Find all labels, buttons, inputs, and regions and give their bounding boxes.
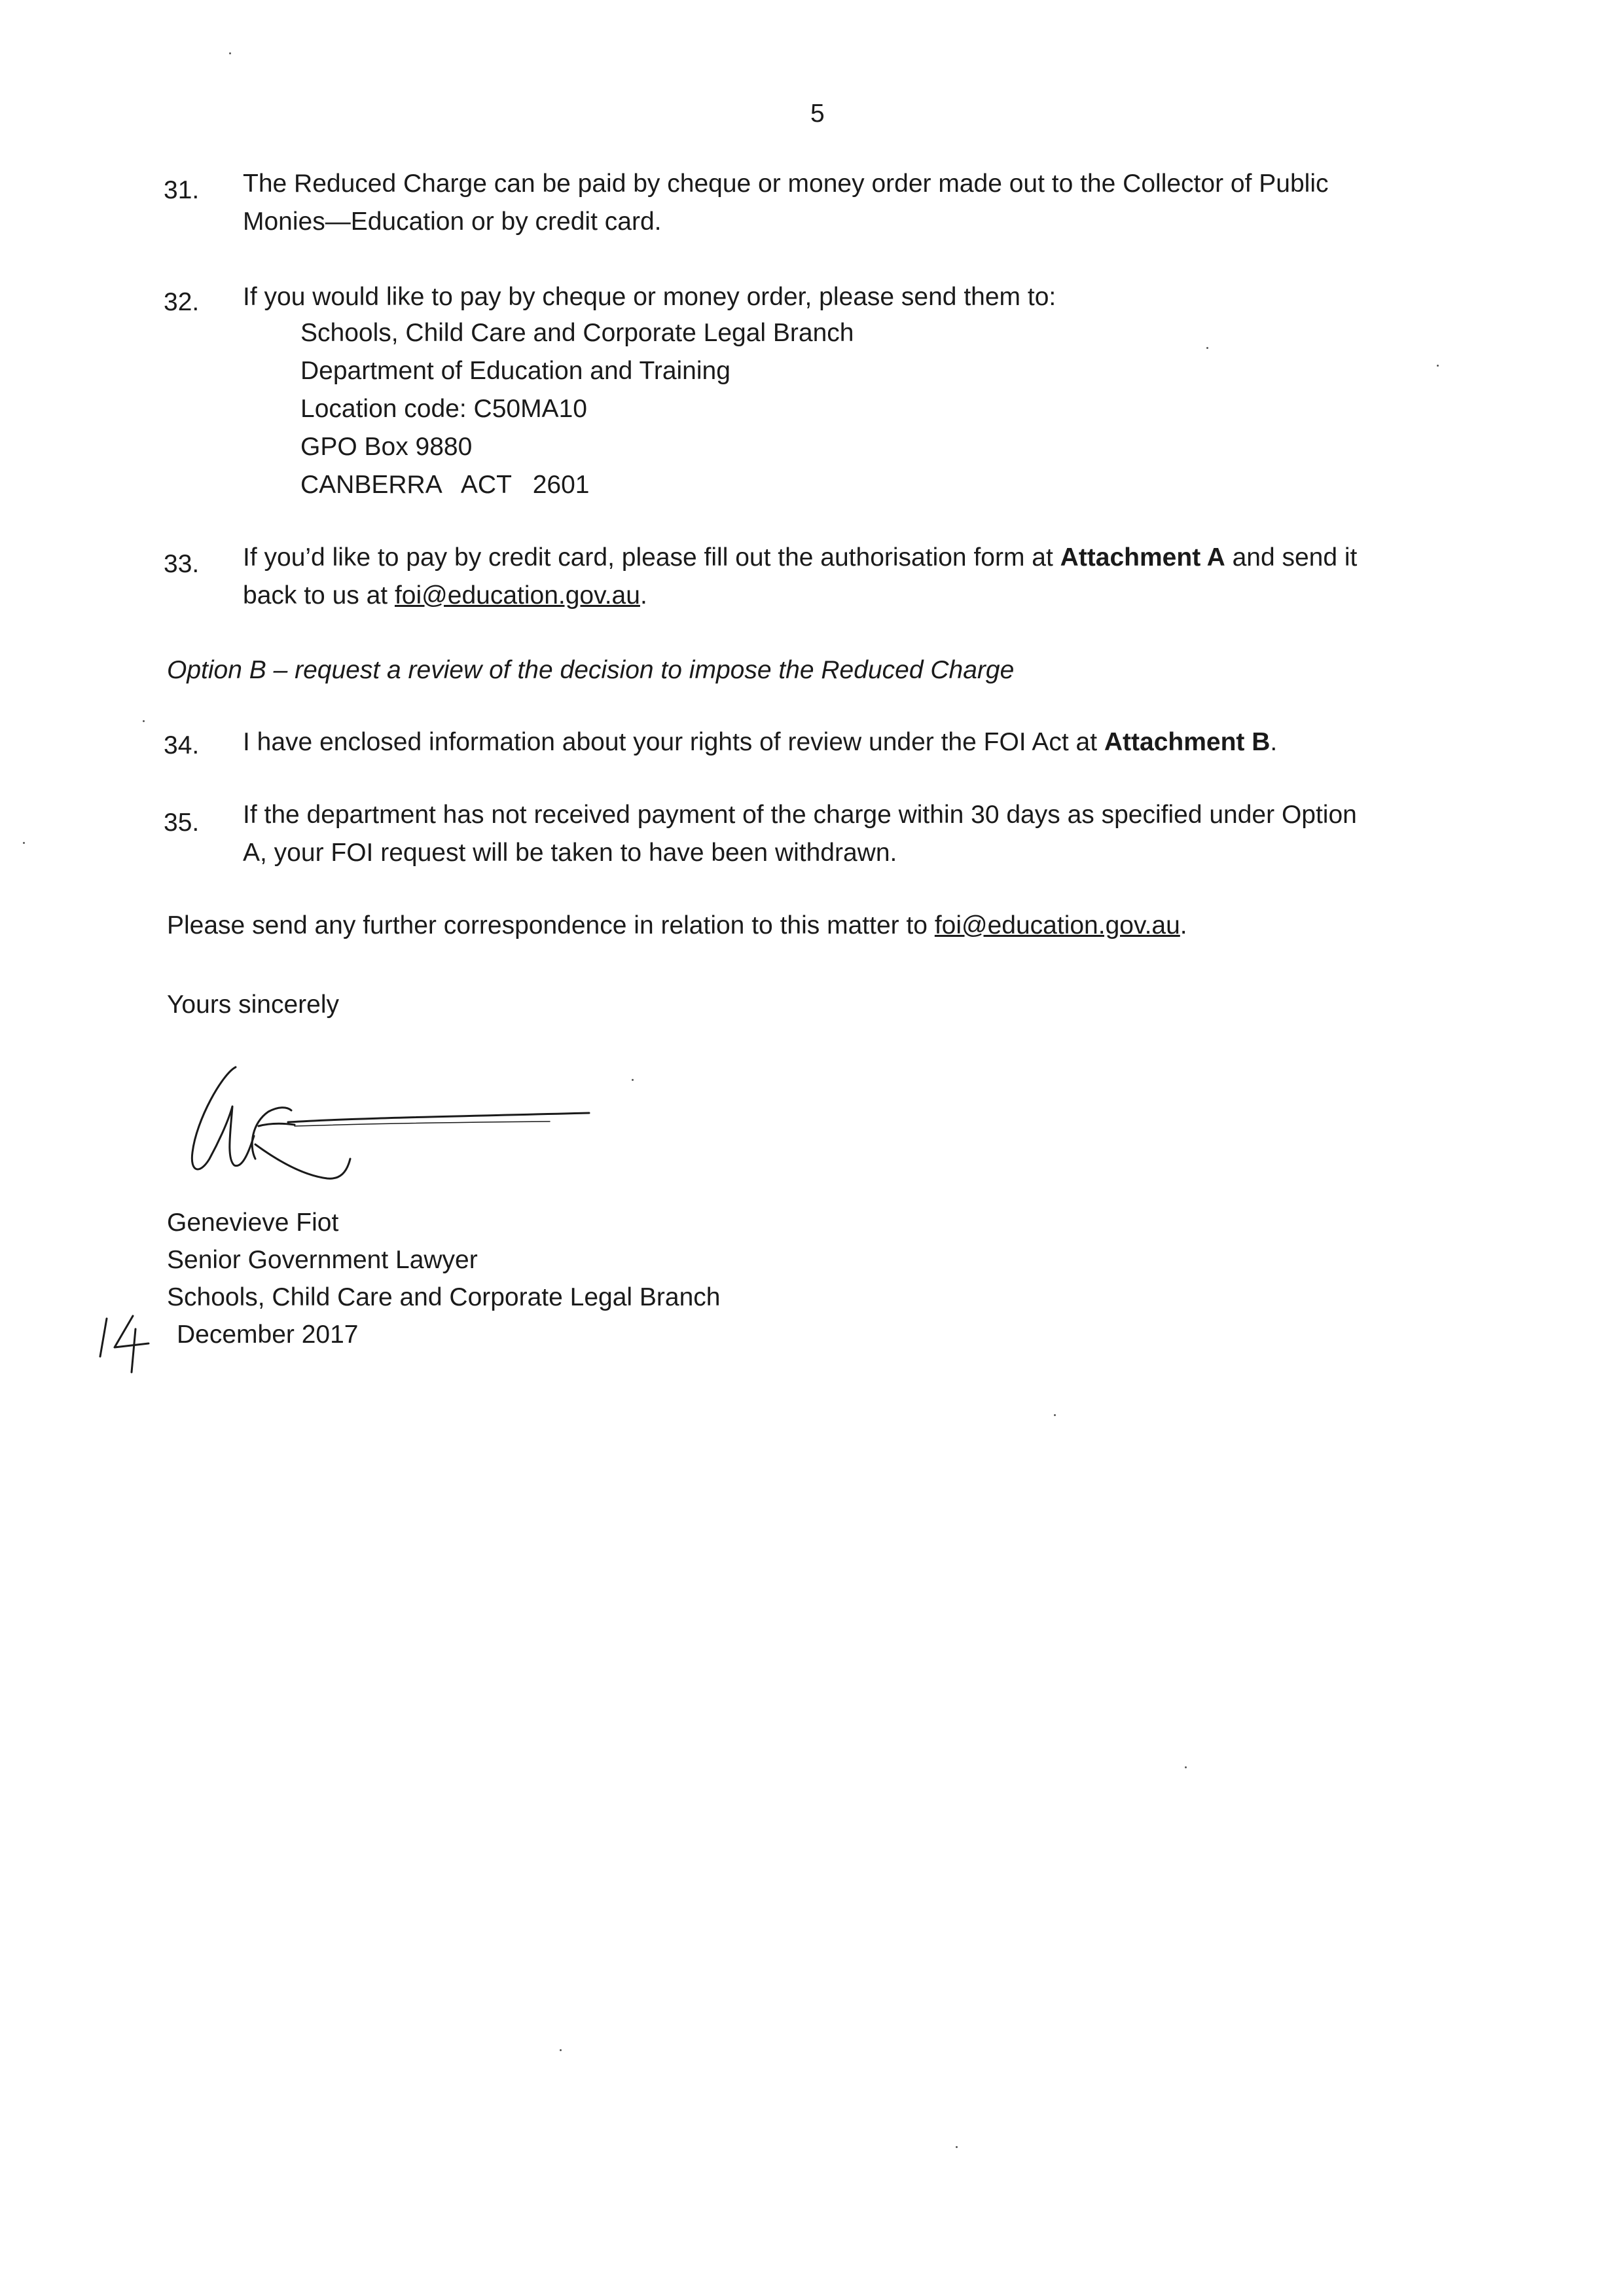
address-line: CANBERRA ACT 2601 — [300, 471, 590, 499]
paragraph-line — [243, 577, 1357, 615]
correspondence-line — [167, 907, 1187, 945]
signatory-title: Senior Government Lawyer — [167, 1246, 478, 1274]
handwritten-date-day — [95, 1309, 167, 1375]
scan-speck — [1185, 1766, 1187, 1768]
foi-email-link[interactable]: foi@education.gov.au — [394, 581, 640, 610]
foi-email-link[interactable]: foi@education.gov.au — [934, 911, 1180, 939]
text-run: . — [1270, 728, 1278, 756]
text-run: If you’d like to pay by credit card, please fill out the authorisation form at — [243, 543, 1060, 572]
paragraph-line: Monies—Education or by credit card. — [243, 208, 662, 236]
scan-speck — [560, 2049, 562, 2051]
text-run: and send it — [1225, 543, 1358, 572]
paragraph-text — [243, 539, 1357, 615]
paragraph-line: The Reduced Charge can be paid by cheque or money order made out to the Collector of Public — [243, 170, 1329, 198]
paragraph-number: 32. — [164, 288, 200, 316]
scan-speck — [23, 842, 25, 844]
paragraph-text — [243, 165, 1329, 241]
address-line: Department of Education and Training — [300, 357, 731, 385]
scan-speck — [1054, 1414, 1056, 1416]
scan-speck — [1206, 347, 1208, 349]
closing-salutation: Yours sincerely — [167, 991, 340, 1019]
attachment-a-reference: Attachment A — [1060, 543, 1225, 572]
signatory-branch: Schools, Child Care and Corporate Legal Branch — [167, 1283, 721, 1311]
paragraph-line: If you would like to pay by cheque or money order, please send them to: — [243, 283, 1056, 311]
paragraph-number: 35. — [164, 809, 200, 837]
signatory-name: Genevieve Fiot — [167, 1209, 339, 1237]
scan-speck — [1437, 365, 1439, 367]
scan-speck — [143, 720, 145, 722]
paragraph-text — [243, 796, 1357, 872]
postal-address — [300, 314, 854, 504]
text-run: back to us at — [243, 581, 395, 610]
option-b-heading: Option B – request a review of the decision to impose the Reduced Charge — [167, 656, 1015, 684]
paragraph-number: 34. — [164, 731, 200, 759]
address-line: Schools, Child Care and Corporate Legal Branch — [300, 319, 854, 347]
address-line: Location code: C50MA10 — [300, 395, 587, 423]
paragraph-line — [243, 723, 1277, 761]
attachment-b-reference: Attachment B — [1104, 728, 1271, 756]
paragraph-number: 33. — [164, 550, 200, 578]
signature — [183, 1061, 602, 1192]
text-run: I have enclosed information about your rights of review under the FOI Act at — [243, 728, 1104, 756]
text-run: . — [1180, 911, 1187, 939]
page-number: 5 — [810, 100, 825, 128]
paragraph-number: 31. — [164, 176, 200, 204]
scan-speck — [229, 52, 231, 54]
scan-speck — [632, 1079, 634, 1081]
paragraph-line: If the department has not received payment of the charge within 30 days as specified under Option — [243, 801, 1357, 829]
text-run: . — [640, 581, 647, 610]
paragraph-text — [243, 723, 1277, 761]
address-line: GPO Box 9880 — [300, 433, 473, 461]
paragraph-text — [243, 278, 1056, 316]
paragraph-line: A, your FOI request will be taken to have been withdrawn. — [243, 839, 897, 867]
scan-speck — [956, 2146, 958, 2148]
signature-date: December 2017 — [177, 1321, 359, 1349]
paragraph-line — [243, 539, 1357, 577]
text-run: Please send any further correspondence in relation to this matter to — [167, 911, 935, 939]
